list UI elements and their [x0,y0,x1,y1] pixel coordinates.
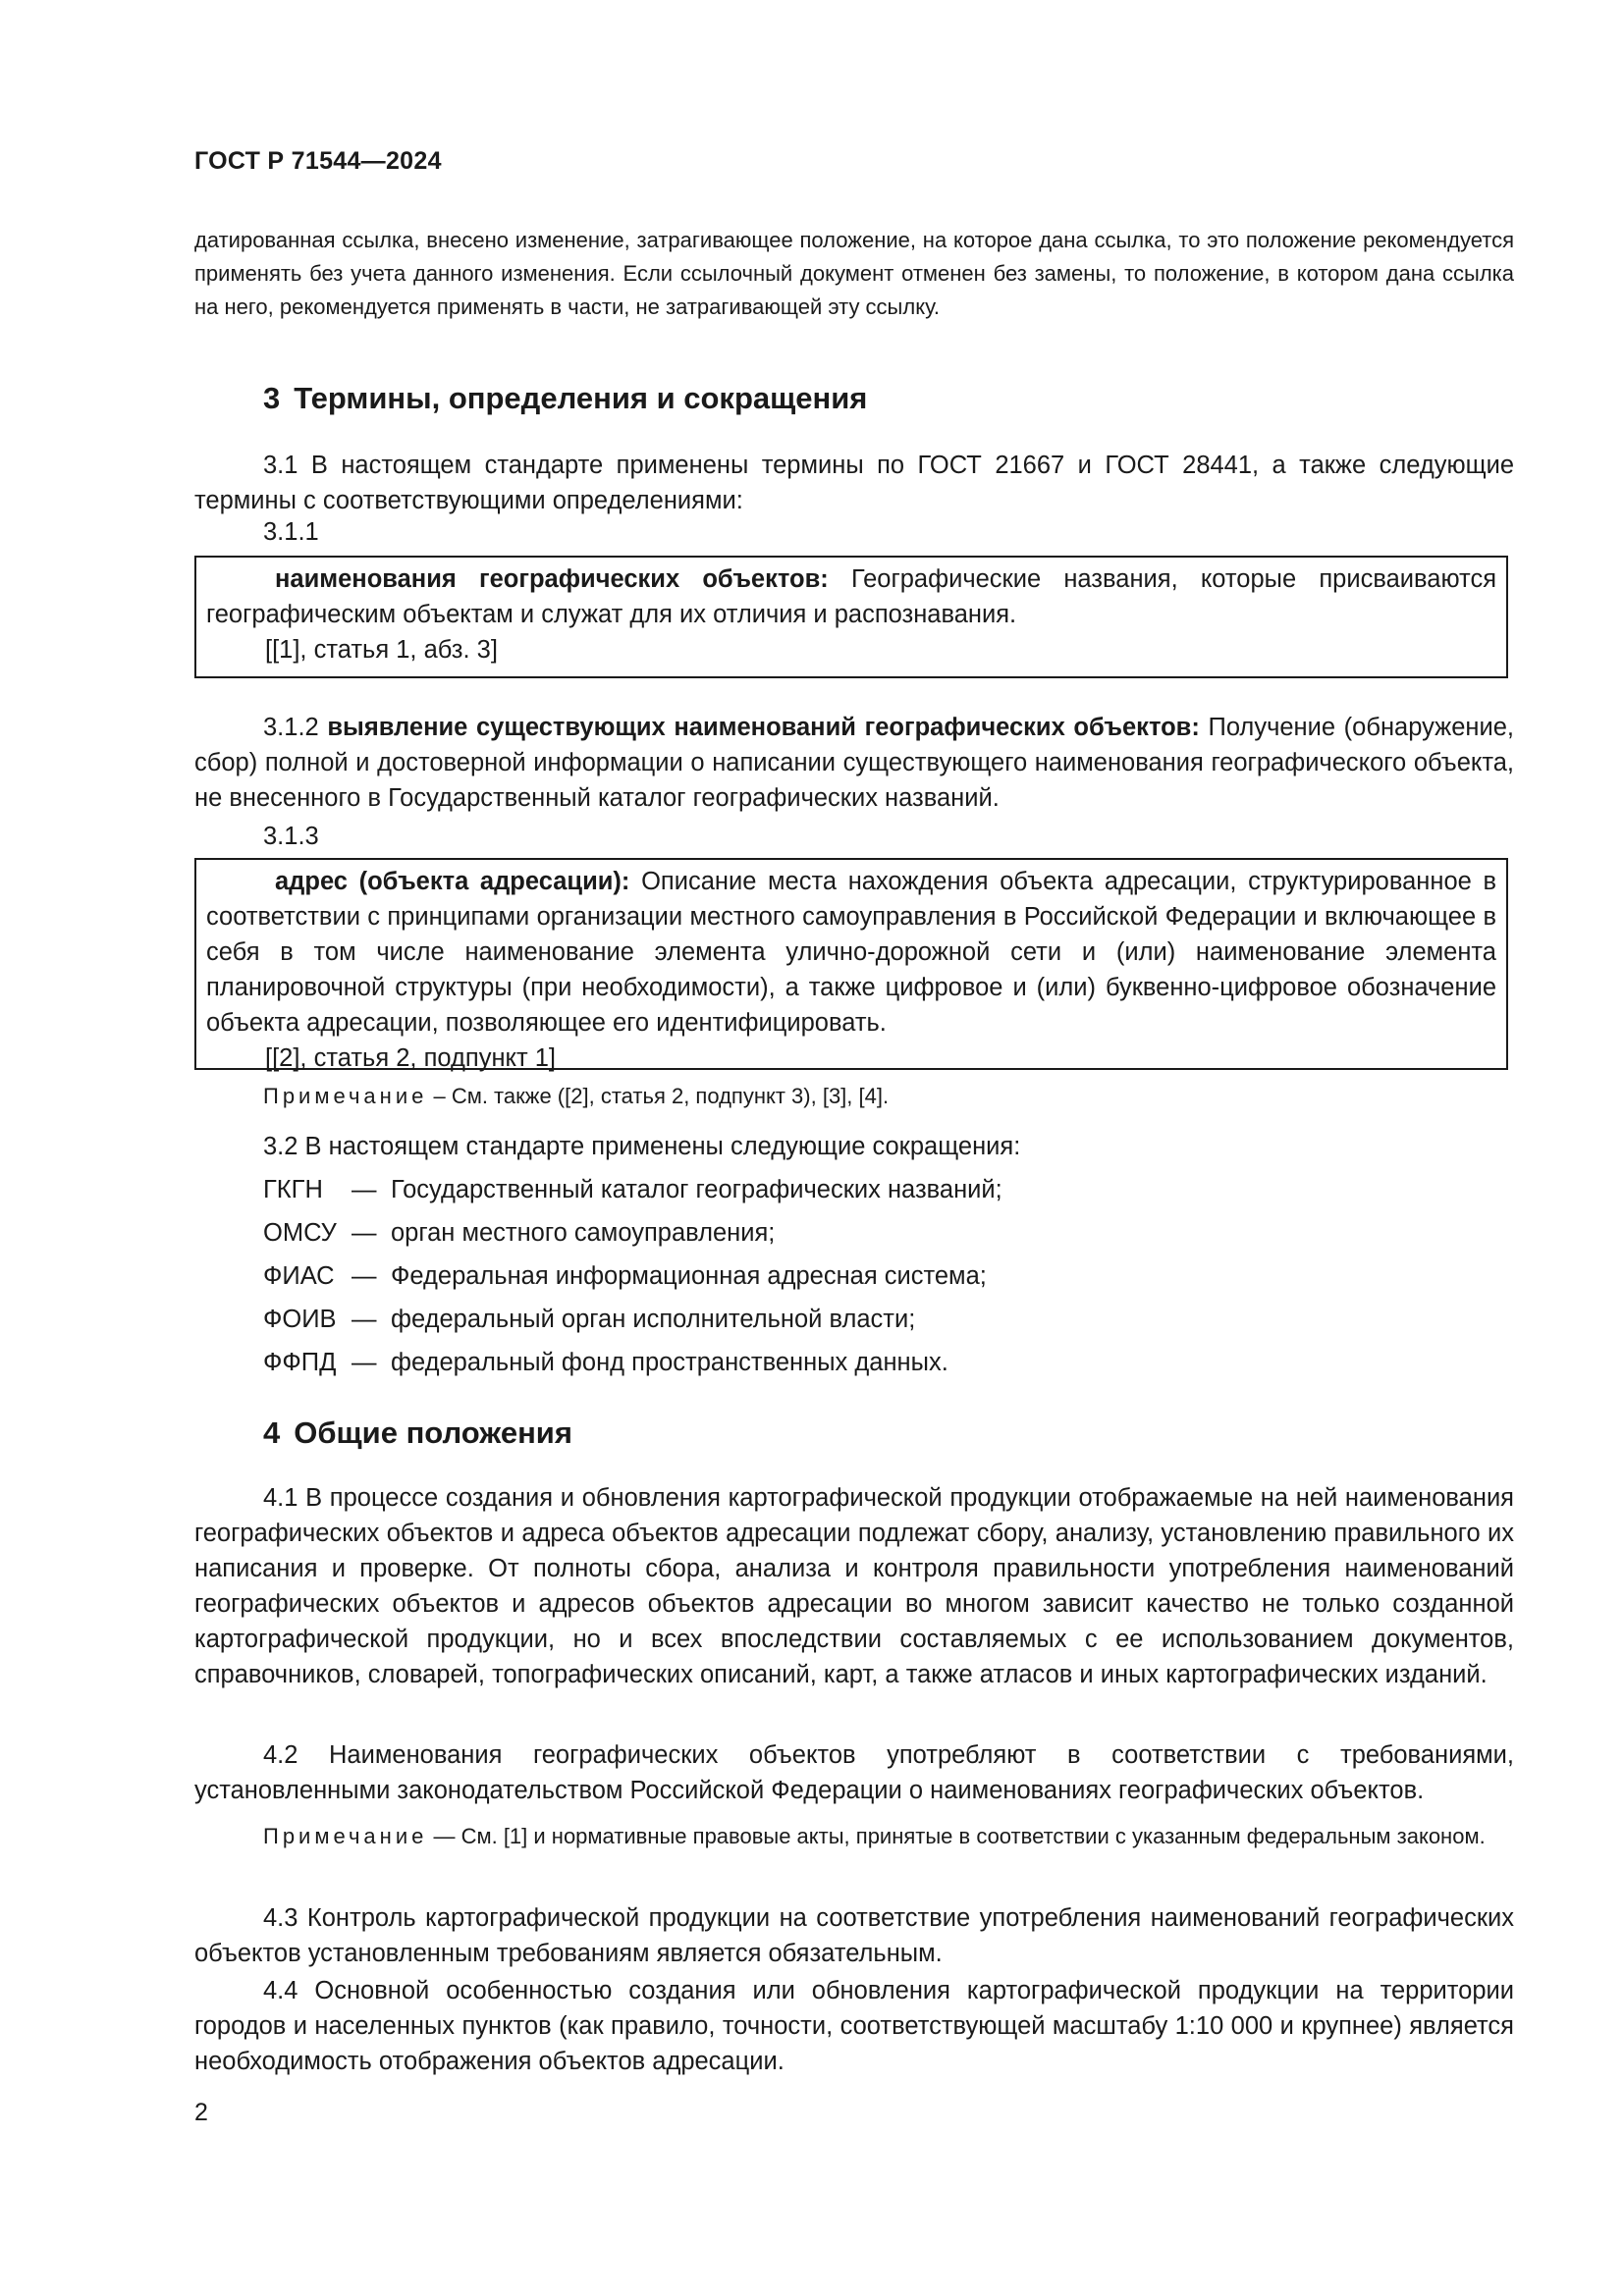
note-1 [263,1080,1514,1113]
clause-3-1: 3.1 В настоящем стандарте применены термины по ГОСТ 21667 и ГОСТ 28441, а также следующие термины с соответствующими определениями: [194,452,1514,514]
section-3-heading [263,381,867,416]
note-1-label: Примечание [263,1084,428,1108]
section-4-heading [263,1415,572,1451]
note-2-text: — См. [1] и нормативные правовые акты, принятые в соответствии с указанным федеральным законом. [433,1824,1486,1848]
note-1-text: – См. также ([2], статья 2, подпункт 3), [3], [4]. [433,1084,890,1108]
abbreviation-row [263,1345,948,1380]
term-3-1-2 [194,710,1514,816]
abbreviation-definition: Федеральная информационная адресная система; [391,1262,987,1290]
abbreviation-term: ГКГН [263,1176,323,1203]
term-3-1-1-term: наименования географических объектов: [275,565,829,593]
document-header: ГОСТ Р 71544—2024 [194,147,442,175]
abbreviation-dash: — [352,1349,377,1376]
term-3-1-3-number: 3.1.3 [263,823,319,850]
note-2 [194,1820,1514,1853]
abbreviation-dash: — [352,1219,377,1247]
term-3-1-3-definition: Описание места нахождения объекта адресации, структурированное в соответствии с принципами организации местного самоуправления в Российской Федерации и включающее в себя в том числе наименование элемента улично-дорожной сети и (или) наименование элемента планировочной структуры (при необходимости), а также цифровое и (или) буквенно-цифровое обозначение объекта адресации, позволяющее его идентифицировать. [206,868,1496,1037]
abbreviation-term: ФОИВ [263,1306,337,1333]
clause-4-4: 4.4 Основной особенностью создания или обновления картографической продукции на территории городов и населенных пунктов (как правило, точности, соответствующей масштабу 1:10 000 и крупнее) является необходимость отображения объектов адресации. [194,1977,1514,2075]
term-3-1-1-number: 3.1.1 [263,518,319,546]
abbreviation-dash: — [352,1262,377,1290]
abbreviation-dash: — [352,1176,377,1203]
clause-4-1: 4.1 В процессе создания и обновления картографической продукции отображаемые на ней наименования географических объектов и адреса объектов адресации подлежат сбору, анализу, установлению правильного их написания и проверке. От полноты сбора, анализа и контроля правильности употребления наименований географических объектов и адресов объектов адресации во многом зависит качество не только созданной картографической продукции, но и всех впоследствии составляемых с ее использованием документов, справочников, словарей, топографических описаний, карт, а также атласов и иных картографических изданий. [194,1484,1514,1688]
abbreviation-definition: орган местного самоуправления; [391,1219,776,1247]
abbreviation-definition: Государственный каталог географических названий; [391,1176,1002,1203]
section-3-number: 3 [263,381,281,415]
term-3-1-1-body [206,561,1496,632]
clause-3-2: 3.2 В настоящем стандарте применены следующие сокращения: [263,1133,1021,1160]
section-4-title: Общие положения [294,1415,572,1450]
clause-4-2: 4.2 Наименования географических объектов употребляют в соответствии с требованиями, установленными законодательством Российской Федерации о наименованиях географических объектов. [194,1741,1514,1804]
term-3-1-2-number: 3.1.2 [263,714,319,741]
note-2-label: Примечание [263,1824,428,1848]
abbreviation-dash: — [352,1306,377,1333]
term-3-1-1-definition: Географические названия, которые присваиваются географическим объектам и служат для их отличия и распознавания. [206,565,1497,628]
section-4-number: 4 [263,1415,281,1450]
term-3-1-1-source: [[1], статья 1, абз. 3] [265,636,498,664]
intro-paragraph: датированная ссылка, внесено изменение, затрагивающее положение, на которое дана ссылка, то это положение рекомендуется применять без учета данного изменения. Если ссылочный документ отменен без замены, то положение, в котором дана ссылка на него, рекомендуется применять в части, не затрагивающей эту ссылку. [194,228,1514,319]
abbreviation-term: ФИАС [263,1262,335,1290]
abbreviation-row [263,1172,1002,1207]
abbreviation-row [263,1258,987,1294]
section-3-title: Термины, определения и сокращения [294,381,868,415]
term-3-1-3-source: [[2], статья 2, подпункт 1] [265,1044,557,1072]
abbreviation-term: ФФПД [263,1349,337,1376]
abbreviation-definition: федеральный фонд пространственных данных. [391,1349,948,1376]
page-number: 2 [194,2099,208,2126]
abbreviation-row [263,1215,775,1251]
term-3-1-3-body [206,864,1496,1041]
clause-4-3: 4.3 Контроль картографической продукции на соответствие употребления наименований географических объектов установленным требованиям является обязательным. [194,1904,1514,1967]
term-3-1-1-box [194,556,1508,678]
term-3-1-2-definition: Получение (обнаружение, сбор) полной и достоверной информации о написании существующего наименования географического объекта, не внесенного в Государственный каталог географических названий. [194,714,1514,812]
abbreviation-definition: федеральный орган исполнительной власти; [391,1306,916,1333]
abbreviation-row [263,1302,915,1337]
abbreviation-term: ОМСУ [263,1219,337,1247]
term-3-1-2-term: выявление существующих наименований географических объектов: [327,714,1200,741]
term-3-1-3-term: адрес (объекта адресации): [275,868,630,895]
term-3-1-3-box [194,858,1508,1070]
document-page [194,0,1514,2296]
